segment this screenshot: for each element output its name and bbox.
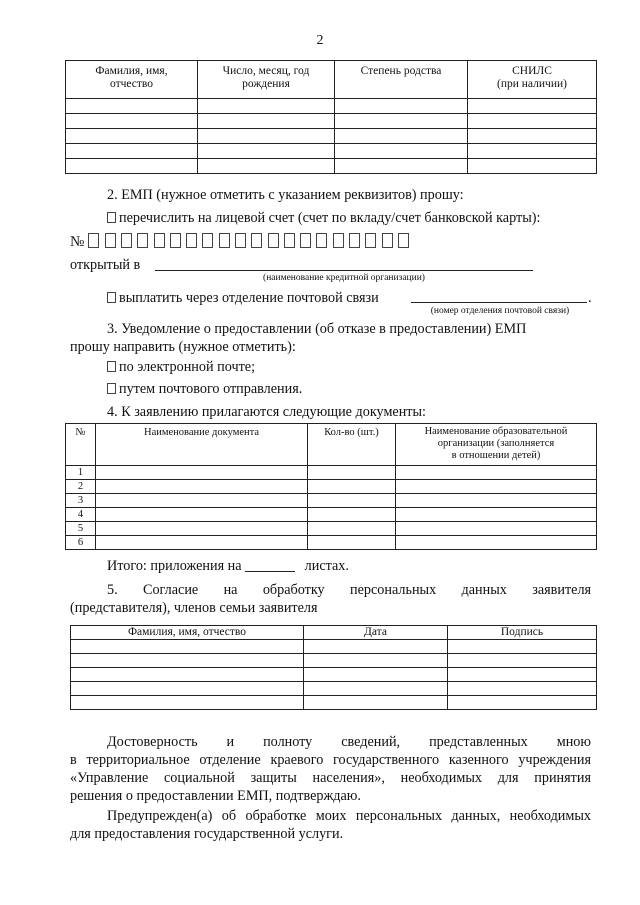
account-digit-box[interactable] <box>202 233 213 248</box>
table-cell[interactable] <box>335 114 468 129</box>
table-cell[interactable] <box>96 466 308 480</box>
account-digit-box[interactable] <box>251 233 262 248</box>
table-cell[interactable] <box>448 696 597 710</box>
column-header-educational-org: Наименование образовательной организации (заполняется в отношении детей) <box>396 424 597 466</box>
account-digit-box[interactable] <box>88 233 99 248</box>
post-caption: (номер отделения почтовой связи) <box>430 306 570 316</box>
option-email[interactable] <box>107 358 255 376</box>
attachments-total <box>107 557 349 575</box>
table-cell[interactable] <box>66 129 198 144</box>
table-cell[interactable] <box>71 696 304 710</box>
table-cell[interactable] <box>304 682 448 696</box>
table-cell[interactable] <box>304 654 448 668</box>
table-cell[interactable] <box>308 466 396 480</box>
column-header-date: Дата <box>304 626 448 640</box>
checkbox-account[interactable] <box>107 212 116 223</box>
checkbox-post[interactable] <box>107 292 116 303</box>
row-number: 2 <box>66 480 96 494</box>
checkbox-mail[interactable] <box>107 383 116 394</box>
table-row <box>71 640 597 654</box>
table-cell[interactable] <box>304 668 448 682</box>
table-cell[interactable] <box>396 522 597 536</box>
section3-line2: прошу направить (нужное отметить): <box>70 339 296 355</box>
table-cell[interactable] <box>66 144 198 159</box>
account-digit-box[interactable] <box>382 233 393 248</box>
account-digit-box[interactable] <box>154 233 165 248</box>
documents-table <box>65 423 597 550</box>
account-digit-box[interactable] <box>170 233 181 248</box>
table-cell[interactable] <box>96 536 308 550</box>
option-email-label: по электронной почте; <box>119 359 256 375</box>
table-cell[interactable] <box>71 682 304 696</box>
account-number-boxes <box>88 234 414 250</box>
option-mail-label: путем почтового отправления. <box>119 381 303 397</box>
closing-para1-line3: «Управление социальной защиты населения», необходимых для принятия <box>70 770 591 786</box>
table-cell[interactable] <box>66 159 198 174</box>
row-number: 1 <box>66 466 96 480</box>
table-cell[interactable] <box>304 640 448 654</box>
row-number: 5 <box>66 522 96 536</box>
bank-name-line[interactable] <box>155 270 533 271</box>
closing-para1-line2: в территориальное отделение краевого государственного казенного учреждения <box>70 752 591 768</box>
row-number: 3 <box>66 494 96 508</box>
table-row <box>66 129 597 144</box>
sheet-count-line[interactable] <box>245 557 295 572</box>
table-row <box>71 682 597 696</box>
table-cell[interactable] <box>448 654 597 668</box>
table-cell[interactable] <box>304 696 448 710</box>
table-cell[interactable] <box>71 668 304 682</box>
table-cell[interactable] <box>448 640 597 654</box>
table-cell[interactable] <box>396 508 597 522</box>
table-row <box>71 696 597 710</box>
table-cell[interactable] <box>335 99 468 114</box>
table-cell[interactable] <box>396 494 597 508</box>
option-post[interactable] <box>107 289 379 307</box>
table-row <box>66 114 597 129</box>
bank-caption: (наименование кредитной организации) <box>263 273 425 283</box>
table-cell[interactable] <box>308 536 396 550</box>
column-header-document-name: Наименование документа <box>96 424 308 466</box>
table-cell[interactable] <box>198 129 335 144</box>
table-row <box>66 99 597 114</box>
account-digit-box[interactable] <box>333 233 344 248</box>
table-cell[interactable] <box>198 99 335 114</box>
section3-line1: 3. Уведомление о предоставлении (об отказе в предоставлении) ЕМП <box>107 321 527 337</box>
number-sign: № <box>70 234 85 250</box>
table-cell[interactable] <box>396 536 597 550</box>
table-cell[interactable] <box>66 114 198 129</box>
section5-line2: (представителя), членов семьи заявителя <box>70 600 318 616</box>
section4-title: 4. К заявлению прилагаются следующие документы: <box>107 404 426 420</box>
table-row <box>71 668 597 682</box>
table-cell[interactable] <box>308 494 396 508</box>
post-end: . <box>588 290 592 306</box>
table-cell[interactable] <box>448 668 597 682</box>
table-row <box>66 480 597 494</box>
table-cell[interactable] <box>198 114 335 129</box>
column-header-number: № <box>66 424 96 466</box>
account-number-row <box>70 233 414 251</box>
account-digit-box[interactable] <box>398 233 409 248</box>
table-cell[interactable] <box>71 654 304 668</box>
column-header-full-name: Фамилия, имя, отчество <box>71 626 304 640</box>
checkbox-email[interactable] <box>107 361 116 372</box>
account-digit-box[interactable] <box>121 233 132 248</box>
page-number: 2 <box>316 33 324 48</box>
section5-line1: 5. Согласие на обработку персональных данных заявителя <box>107 582 592 598</box>
table-cell[interactable] <box>448 682 597 696</box>
table-row <box>66 508 597 522</box>
closing-para2-line2: для предоставления государственной услуги. <box>70 826 344 842</box>
closing-para1-line1: Достоверность и полноту сведений, представленных мною <box>107 734 591 750</box>
table-cell[interactable] <box>96 494 308 508</box>
account-digit-box[interactable] <box>219 233 230 248</box>
closing-para2-line1: Предупрежден(а) об обработке моих персональных данных, необходимых <box>107 808 591 824</box>
account-digit-box[interactable] <box>186 233 197 248</box>
consent-table <box>70 625 597 710</box>
option-mail[interactable] <box>107 380 302 398</box>
table-cell[interactable] <box>96 508 308 522</box>
table-row <box>66 159 597 174</box>
account-digit-box[interactable] <box>105 233 116 248</box>
account-digit-box[interactable] <box>349 233 360 248</box>
row-number: 4 <box>66 508 96 522</box>
table-row <box>66 522 597 536</box>
table-cell[interactable] <box>308 522 396 536</box>
family-members-table <box>65 60 597 174</box>
section2-title: 2. ЕМП (нужное отметить с указанием реквизитов) прошу: <box>107 187 464 203</box>
table-row <box>66 144 597 159</box>
table-cell[interactable] <box>468 99 597 114</box>
option-account-label: перечислить на лицевой счет (счет по вкладу/счет банковской карты): <box>119 210 541 226</box>
opened-in-label: открытый в <box>70 257 141 273</box>
table-cell[interactable] <box>71 640 304 654</box>
table-row <box>71 654 597 668</box>
column-header-relationship: Степень родства <box>335 61 468 99</box>
total-suffix: листах. <box>304 558 349 574</box>
row-number: 6 <box>66 536 96 550</box>
table-cell[interactable] <box>96 522 308 536</box>
total-prefix: Итого: приложения на <box>107 558 242 574</box>
column-header-snils: СНИЛС (при наличии) <box>468 61 597 99</box>
account-digit-box[interactable] <box>284 233 295 248</box>
table-cell[interactable] <box>335 129 468 144</box>
table-cell[interactable] <box>308 480 396 494</box>
table-cell[interactable] <box>198 144 335 159</box>
table-cell[interactable] <box>96 480 308 494</box>
table-cell[interactable] <box>396 466 597 480</box>
account-digit-box[interactable] <box>300 233 311 248</box>
column-header-full-name: Фамилия, имя, отчество <box>66 61 198 99</box>
post-office-line[interactable] <box>411 302 587 303</box>
table-cell[interactable] <box>468 129 597 144</box>
table-cell[interactable] <box>308 508 396 522</box>
table-row <box>66 536 597 550</box>
account-digit-box[interactable] <box>137 233 148 248</box>
account-digit-box[interactable] <box>365 233 376 248</box>
table-cell[interactable] <box>335 144 468 159</box>
table-cell[interactable] <box>396 480 597 494</box>
table-row <box>66 494 597 508</box>
option-post-label: выплатить через отделение почтовой связи <box>119 290 379 306</box>
option-account[interactable] <box>107 209 540 227</box>
column-header-quantity: Кол-во (шт.) <box>308 424 396 466</box>
table-cell[interactable] <box>468 114 597 129</box>
account-digit-box[interactable] <box>268 233 279 248</box>
table-cell[interactable] <box>468 159 597 174</box>
table-row <box>66 466 597 480</box>
table-cell[interactable] <box>335 159 468 174</box>
account-digit-box[interactable] <box>235 233 246 248</box>
table-cell[interactable] <box>198 159 335 174</box>
table-cell[interactable] <box>468 144 597 159</box>
account-digit-box[interactable] <box>316 233 327 248</box>
column-header-signature: Подпись <box>448 626 597 640</box>
column-header-birth-date: Число, месяц, год рождения <box>198 61 335 99</box>
closing-para1-line4: решения о предоставлении ЕМП, подтверждаю. <box>70 788 361 804</box>
table-cell[interactable] <box>66 99 198 114</box>
